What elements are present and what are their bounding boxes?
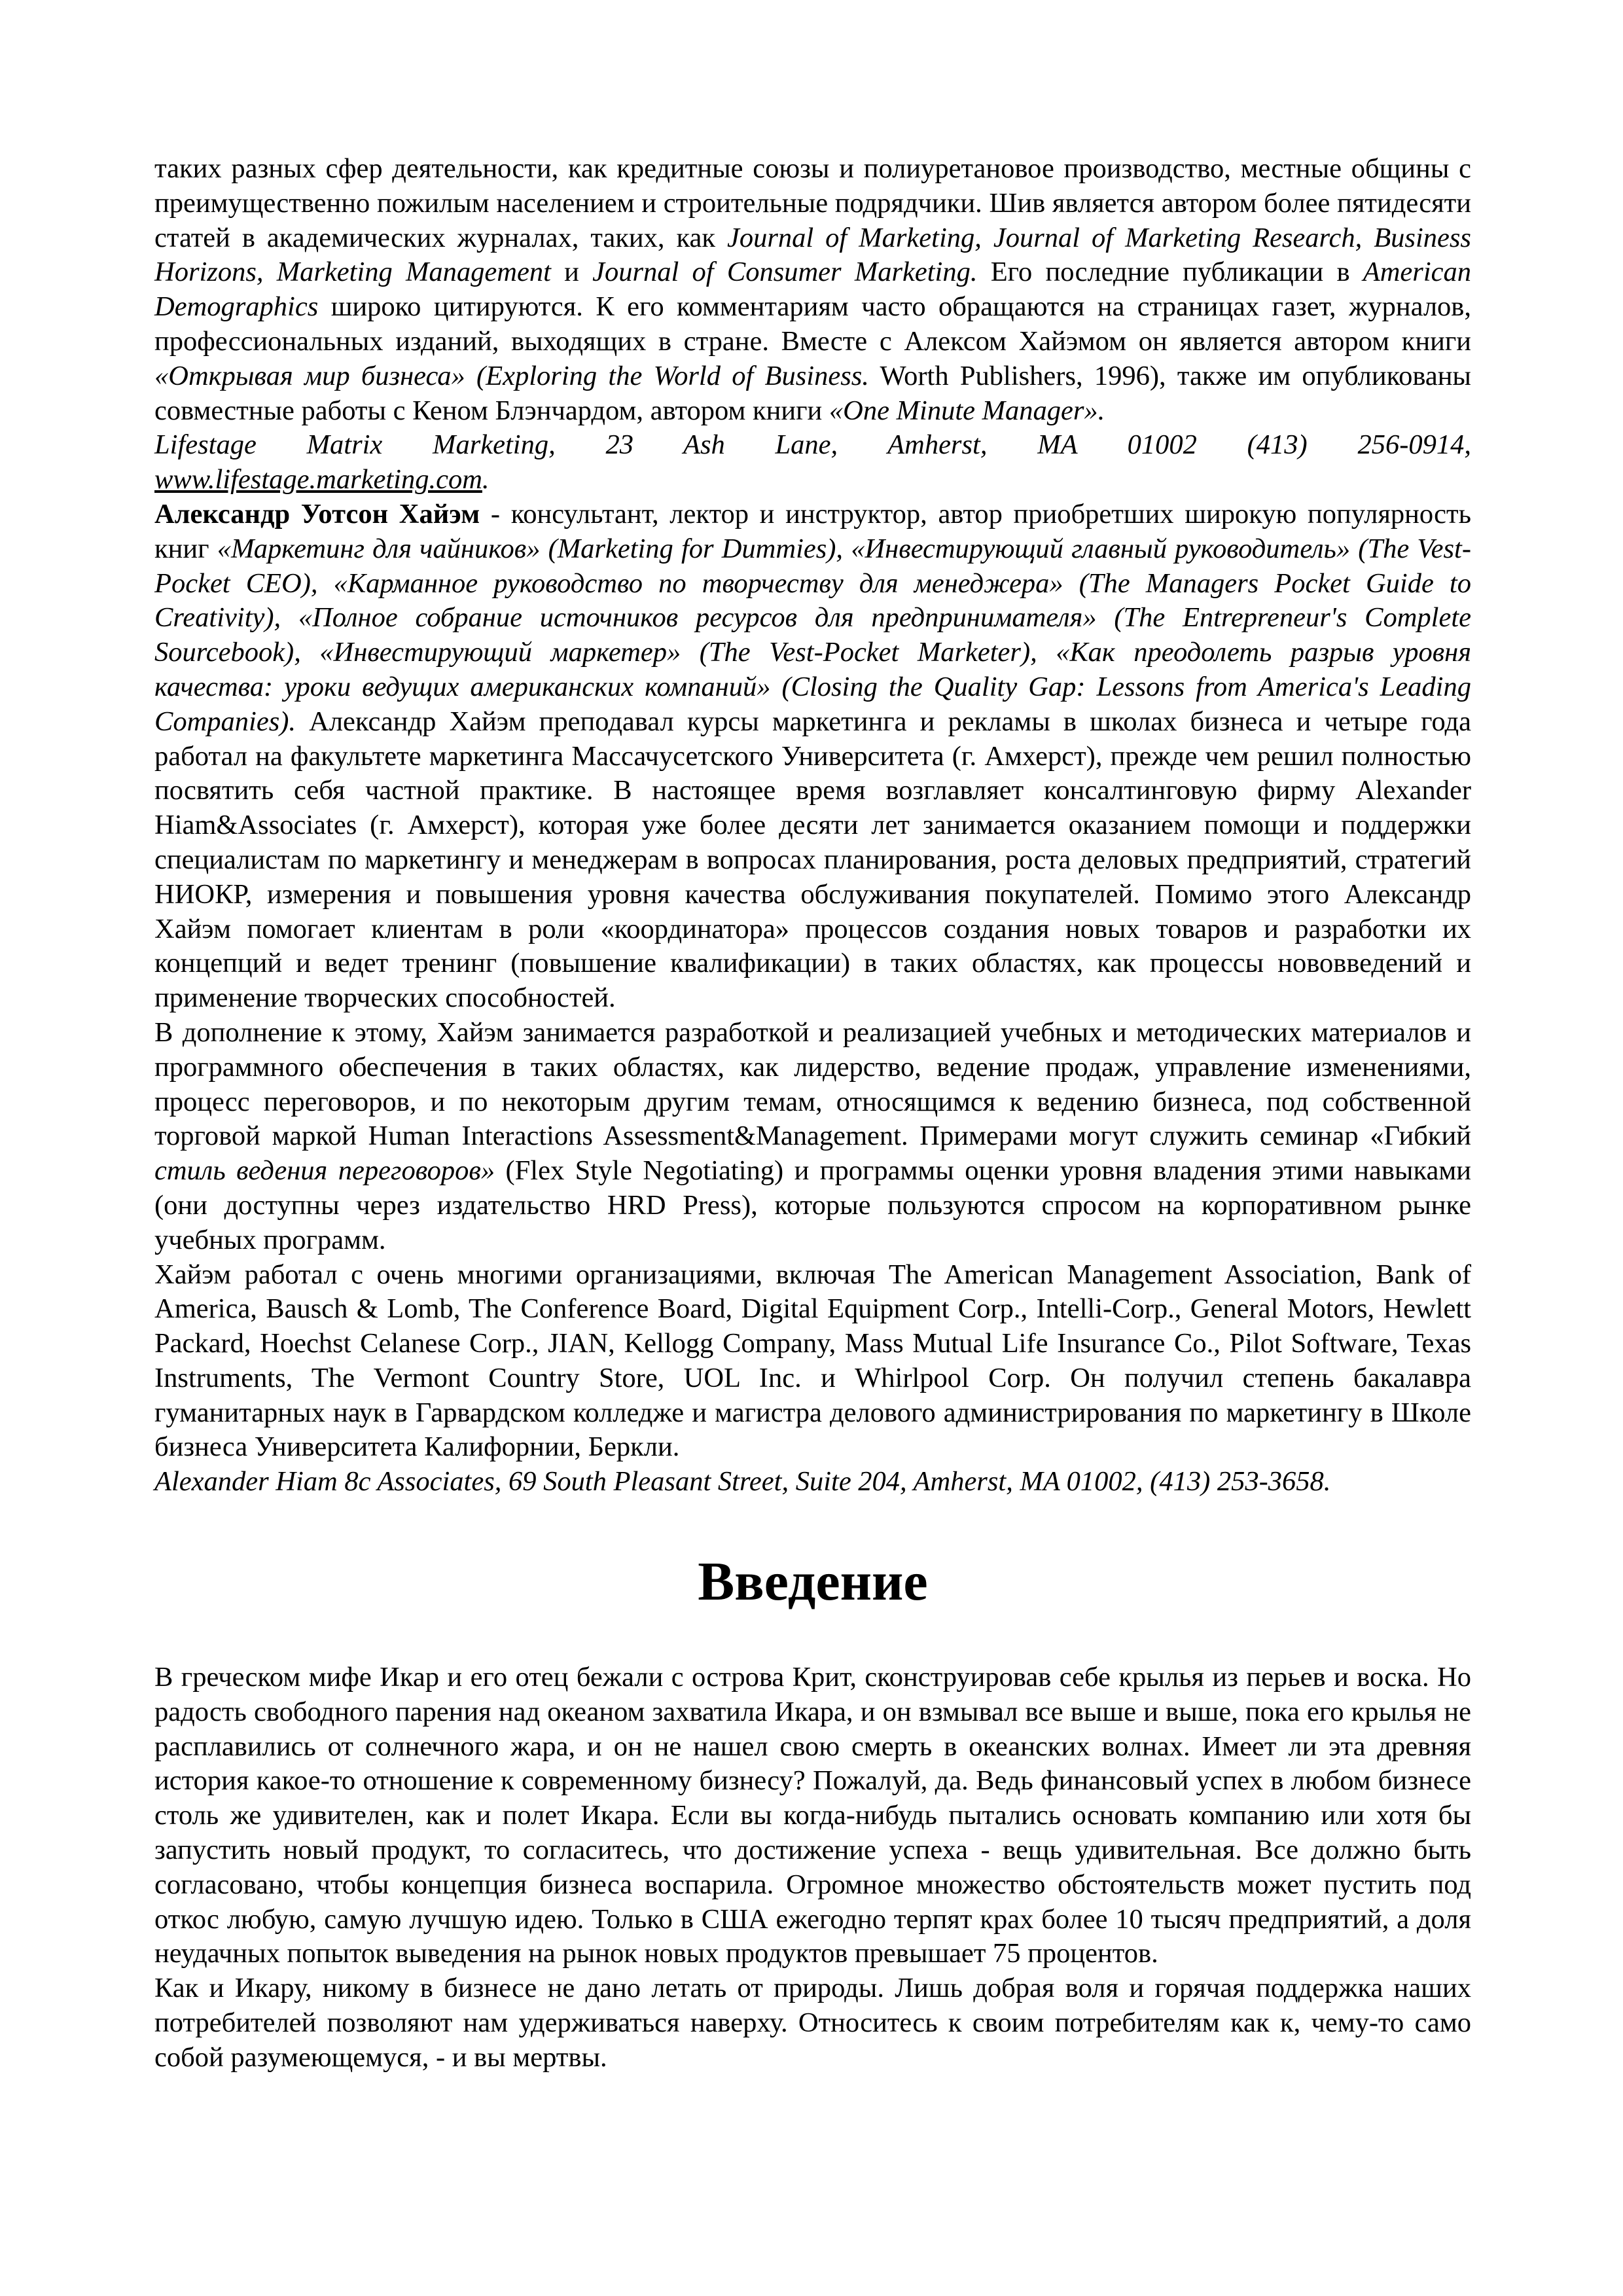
shiv-journals-2: Journal of Consumer Marketing. [592, 257, 978, 288]
shiv-and: и [550, 257, 593, 288]
hiam-books: «Маркетинг для чайников» (Marketing for Dummies), «Инвестирующий главный руководитель» (The Vest-Pocket CEO), «Карманное руководство по творчеству для менеджера» (The Managers Pocket Guide to Creativity), «Полное собрание источников ресурсов для предпринимателя» (The Entrepreneur's Complete Sourcebook), «Инвестирующий маркетер» (The Vest-Pocket Marketer), «Как преодолеть разрыв уровня качества: уроки ведущих американских компаний» (Closing the Quality Gap: Lessons from America's Leading Companies). [154, 533, 1471, 737]
shiv-url-link[interactable]: www.lifestage.marketing.com [154, 464, 482, 495]
shiv-bio-mid: Его последние публикации в [977, 257, 1363, 288]
shiv-bio-mid-2: широко цитируются. К его комментариям часто обращаются на страницах газет, журналов, профессиональных изданий, выходящих в стране. Вместе с Алексом Хайэмом он является автором книги [154, 291, 1471, 357]
hiam-bio-start: - консультант, лектор и инструктор, автор приобретших широкую популярность книг [154, 498, 1471, 564]
hiam-address: Alexander Hiam 8c Associates, 69 South Pleasant Street, Suite 204, Amherst, MA 01002, (413) 253-3658. [154, 1466, 1331, 1498]
hiam-para2-end: (Flex Style Negotiating) и программы оценки уровня владения этими навыками (они доступны через издательство HRD Press), которые пользуются спросом на корпоративном рынке учебных программ. [154, 1155, 1471, 1255]
hiam-paragraph-2 [154, 1016, 1471, 1258]
hiam-paragraph-3: Хайэм работал с очень многими организациями, включая The American Management Association, Bank of America, Bausch & Lomb, The Conference Board, Digital Equipment Corp., Intelli-Corp., General Motors, Hewlett Packard, Hoechst Celanese Corp., JIAN, Kellogg Company, Mass Mutual Life Insurance Co., Pilot Software, Texas Instruments, The Vermont Country Store, UOL Inc. и Whirlpool Corp. Он получил степень бакалавра гуманитарных наук в Гарвардском колледже и магистра делового администрирования по маркетингу в Школе бизнеса Университета Калифорнии, Беркли. [154, 1259, 1471, 1463]
shiv-url-line [154, 463, 1471, 497]
hiam-para2-italic: стиль ведения переговоров» [154, 1155, 495, 1187]
shiv-book-exploring: «Открывая мир бизнеса» (Exploring the World of Business. [154, 360, 869, 391]
shiv-bio-paragraph [154, 152, 1471, 428]
shiv-journals-1: Journal of Marketing, Journal of Marketing Research, Business Horizons, Marketing Management [154, 222, 1471, 288]
hiam-bio-rest: Александр Хайэм преподавал курсы маркетинга и рекламы в школах бизнеса и четыре года работал на факультете маркетинга Массачусетского Университета (г. Амхерст), прежде чем решил полностью посвятить себя частной практике. В настоящее время возглавляет консалтинговую фирму Alexander Hiam&Associates (г. Амхерст), которая уже более десяти лет занимается оказанием помощи и поддержки специалистам по маркетингу и менеджерам в вопросах планирования, роста деловых предприятий, стратегий НИОКР, измерения и повышения уровня качества обслуживания покупателей. Помимо этого Александр Хайэм помогает клиентам в роли «координатора» процессов создания новых товаров и разработки их концепций и ведет тренинг (повышение квалификации) в таких областях, как процессы нововведений и применение творческих способностей. [154, 706, 1471, 1014]
introduction-heading: Введение [698, 1551, 928, 1613]
hiam-name: Александр Уотсон Хайэм [154, 498, 480, 529]
hiam-bio-paragraph [154, 497, 1471, 1016]
shiv-bio-start: таких разных сфер деятельности, как кредитные союзы и полиуретановое производство, местные общины с преимущественно пожилым населением и строительные подрядчики. Шив является автором более пятидесяти статей в академических журналах, таких, как [154, 153, 1471, 253]
shiv-bio-mid-3: Worth Publishers, 1996), также им опубликованы совместные работы с Кеном Блэнчардом, автором книги [154, 360, 1471, 426]
shiv-url-end: . [482, 464, 490, 495]
shiv-american-demographics: American Demographics [154, 257, 1471, 323]
document-page [154, 152, 1471, 2075]
hiam-para2-start: В дополнение к этому, Хайэм занимается разработкой и реализацией учебных и методических материалов и программного обеспечения в таких областях, как лидерство, ведение продаж, управление изменениями, процесс переговоров, и по некоторым другим темам, относящимся к ведению бизнеса, под собственной торговой маркой Human Interactions Assessment&Management. Примерами могут служить семинар «Гибкий [154, 1016, 1471, 1152]
shiv-book-one-minute: «One Minute Manager». [829, 395, 1105, 426]
shiv-address: Lifestage Matrix Marketing, 23 Ash Lane, Amherst, MA 01002 (413) 256-0914, [154, 429, 1471, 461]
introduction-paragraph-1: В греческом мифе Икар и его отец бежали с острова Крит, сконструировав себе крылья из перьев и воска. Но радость свободного парения над океаном захватила Икара, и он взмывал все выше и выше, пока его крылья не расплавились от солнечного жара, и он не нашел свою смерть в океанских волнах. Имеет ли эта древняя история какое-то отношение к современному бизнесу? Пожалуй, да. Ведь финансовый успех в любом бизнесе столь же удивителен, как и полет Икара. Если вы когда-нибудь пытались основать компанию или хотя бы запустить новый продукт, то согласитесь, что достижение успеха - вещь удивительная. Все должно быть согласовано, чтобы концепция бизнеса воспарила. Огромное множество обстоятельств может пустить под откос любую, самую лучшую идею. Только в США ежегодно терпят крах более 10 тысяч предприятий, а доля неудачных попыток выведения на рынок новых продуктов превышает 75 процентов. [154, 1662, 1471, 1969]
introduction-paragraph-2: Как и Икару, никому в бизнесе не дано летать от природы. Лишь добрая воля и горячая поддержка наших потребителей позволяют нам удерживаться наверху. Относитесь к своим потребителям как к, чему-то само собой разумеющемуся, - и вы мертвы. [154, 1973, 1471, 2073]
